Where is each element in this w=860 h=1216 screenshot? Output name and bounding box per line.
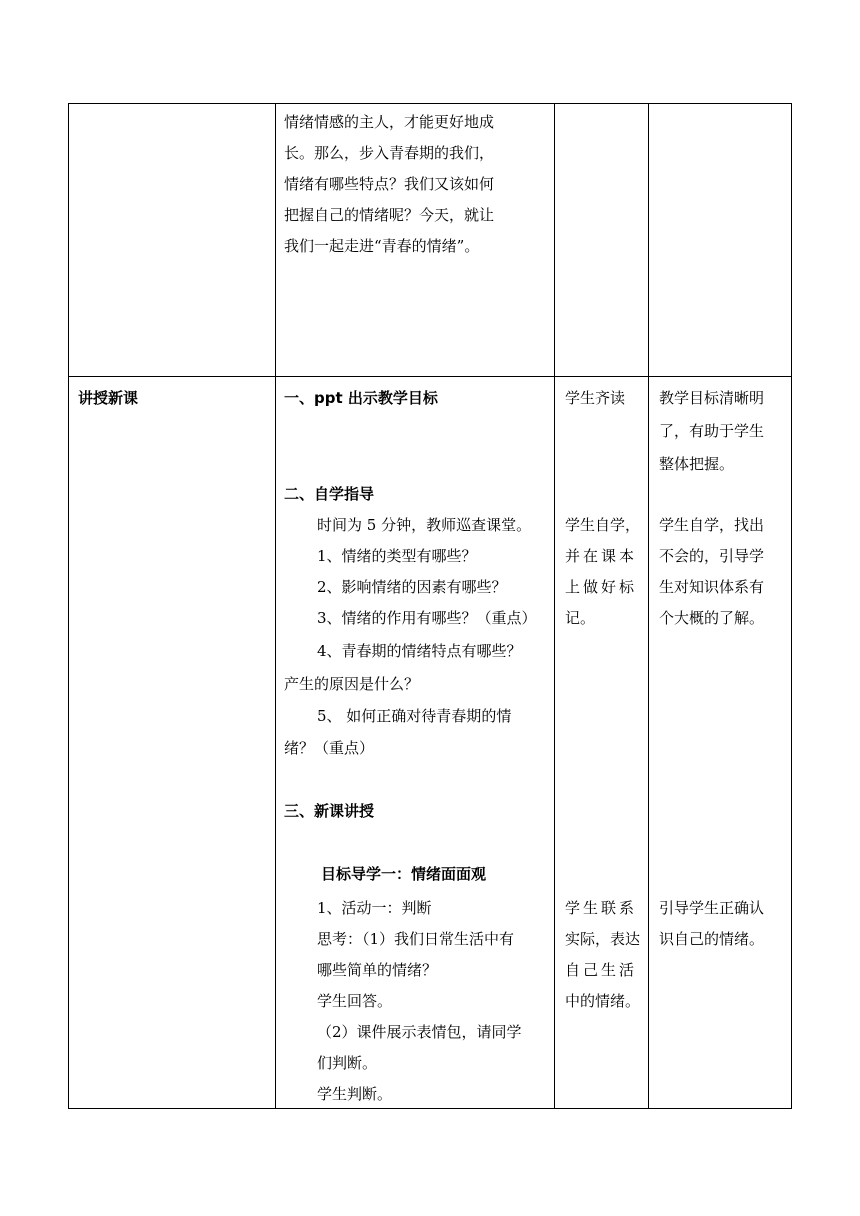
table-bottom-border [68,1108,792,1109]
intent-goal-2: 了，有助于学生 [659,422,765,440]
student-connect-3: 自己生活 [565,961,638,979]
student-self-study-4: 记。 [565,609,596,627]
self-study-line-3: 2、影响情绪的因素有哪些？ [317,578,507,596]
column-divider-2 [554,103,555,1109]
intent-self-study-1: 学生自学，找出 [659,516,765,534]
intent-goal-3: 整体把握。 [659,455,735,473]
student-connect-2: 实际，表达 [565,930,641,948]
activity-line-7: 学生判断。 [317,1085,393,1103]
column-divider-1 [275,103,276,1109]
student-self-study-2: 并在课本 [565,547,638,565]
row-divider [68,376,792,377]
student-connect-4: 中的情绪。 [565,992,641,1010]
activity-line-4: 学生回答。 [317,992,393,1010]
self-study-line-4: 3、情绪的作用有哪些？（重点） [317,609,537,627]
self-study-line-6: 产生的原因是什么？ [284,675,420,693]
intent-self-study-2: 不会的，引导学 [659,547,765,565]
intro-line-1: 情绪情感的主人，才能更好地成 [284,113,495,131]
intro-line-2: 长。那么，步入青春期的我们， [284,144,495,162]
self-study-line-5: 4、青春期的情绪特点有哪些？ [317,642,522,660]
student-self-study-1: 学生自学， [565,516,641,534]
table-left-border [68,103,69,1109]
section-title: 讲授新课 [78,389,139,407]
intent-self-study-3: 生对知识体系有 [659,578,765,596]
table-top-border [68,103,792,104]
heading-new-lesson: 三、新课讲授 [284,802,375,820]
activity-line-6: 们判断。 [317,1054,378,1072]
self-study-line-7: 5、 如何正确对待青春期的情 [317,707,512,725]
intro-line-4: 把握自己的情绪呢？今天，就让 [284,206,495,224]
intent-emotion-2: 识自己的情绪。 [659,930,765,948]
intent-goal-1: 教学目标清晰明 [659,389,765,407]
intro-line-3: 情绪有哪些特点？我们又该如何 [284,175,495,193]
activity-line-3: 哪些简单的情绪？ [317,961,438,979]
activity-line-2: 思考：（1）我们日常生活中有 [317,930,515,948]
intro-line-5: 我们一起走进“青春的情绪”。 [284,237,480,255]
self-study-line-1: 时间为 5 分钟，教师巡查课堂。 [317,516,532,534]
student-self-study-3: 上做好标 [565,578,638,596]
heading-self-study: 二、自学指导 [284,485,375,503]
intent-self-study-4: 个大概的了解。 [659,609,765,627]
intent-emotion-1: 引导学生正确认 [659,899,765,917]
student-connect-1: 学生联系 [565,899,638,917]
heading-teaching-goal: 一、ppt 出示教学目标 [284,389,438,407]
activity-line-1: 1、活动一：判断 [317,899,432,917]
activity-line-5: （2）课件展示表情包，请同学 [317,1023,522,1041]
target-heading: 目标导学一：情绪面面观 [321,865,487,883]
self-study-line-8: 绪？（重点） [284,739,375,757]
table-right-border [791,103,792,1109]
self-study-line-2: 1、情绪的类型有哪些？ [317,547,477,565]
student-read: 学生齐读 [565,389,626,407]
column-divider-3 [648,103,649,1109]
